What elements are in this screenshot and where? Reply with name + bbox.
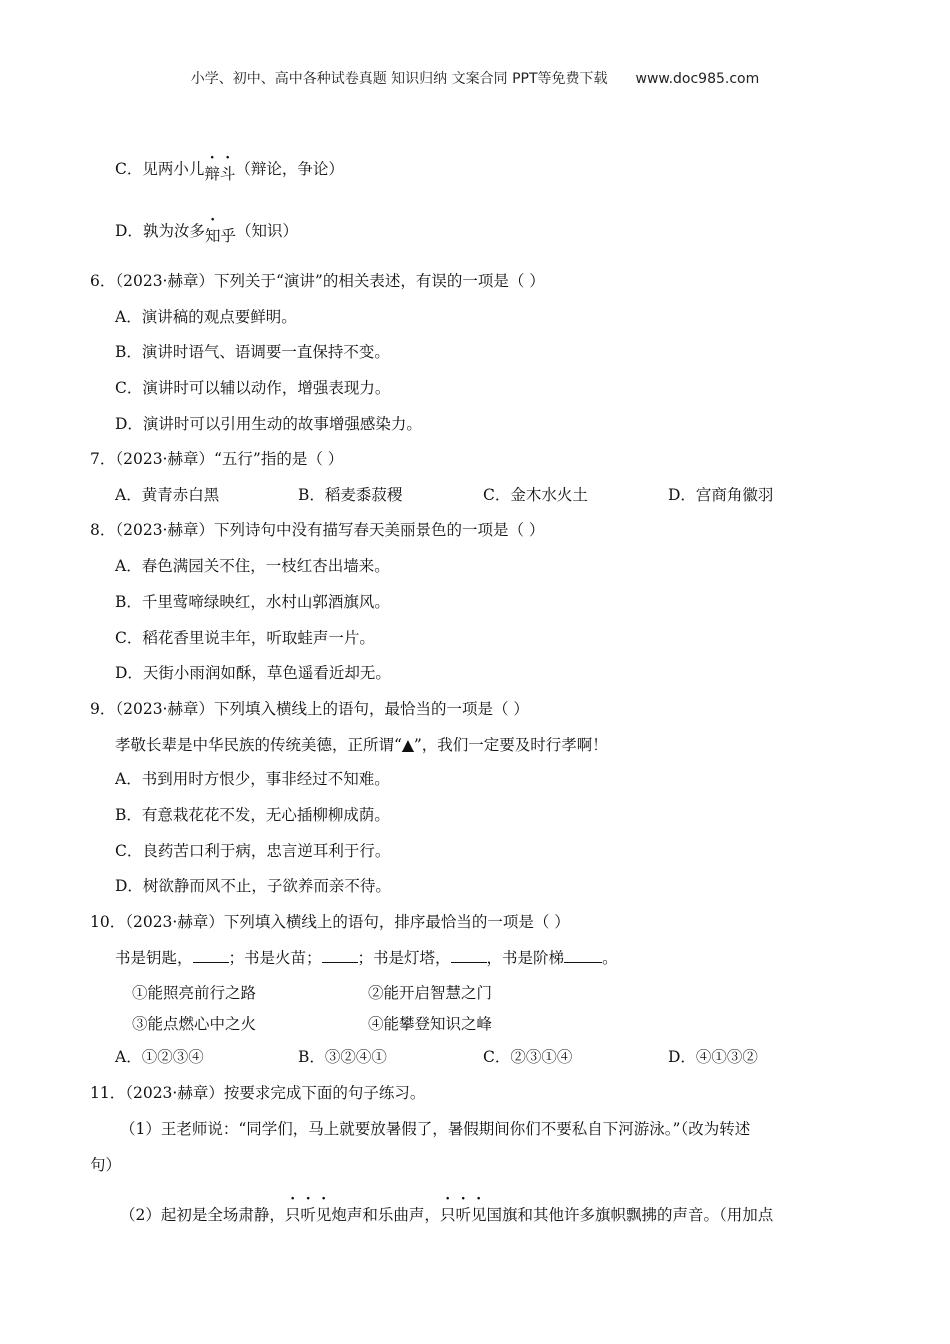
q8-option-c: C．稻花香里说丰年，听取蛙声一片。: [115, 629, 375, 647]
q11-stem: 11．（2023·赫章）按要求完成下面的句子练习。: [90, 1084, 426, 1102]
q7-option-c: C．金木水火土: [483, 486, 588, 504]
dotted-char: 见: [315, 1206, 332, 1224]
dotted-char: 见: [470, 1206, 487, 1224]
q10-item-4: ④能攀登知识之峰: [368, 1015, 493, 1033]
fill-blank: [564, 947, 602, 963]
dotted-char: 辩: [204, 165, 220, 183]
q9-option-c: C．良药苦口利于病，忠言逆耳利于行。: [115, 842, 391, 860]
triangle-blank: ▲: [401, 735, 414, 754]
q9-option-b: B．有意栽花花不发，无心插柳柳成荫。: [115, 806, 390, 824]
q9-stem: 9．（2023·赫章）下列填入横线上的语句，最恰当的一项是（ ）: [90, 700, 529, 718]
q6-option-d: D．演讲时可以引用生动的故事增强感染力。: [115, 415, 422, 433]
dotted-char: 知: [204, 227, 221, 245]
q10-sentence: 书是钥匙， ；书是火苗； ；书是灯塔， ，书是阶梯 。: [115, 949, 618, 967]
q11-part1-line2: 句）: [90, 1156, 122, 1174]
q11-part1-line1: （1）王老师说：“同学们，马上就要放暑假了，暑假期间你们不要私自下河游泳。”（改为转述: [120, 1120, 751, 1138]
q7-option-b: B．稻麦黍菽稷: [298, 486, 403, 504]
q10-option-d: D．④①③②: [668, 1048, 758, 1066]
header-site: www.doc985.com: [635, 71, 760, 87]
dotted-char: 只: [439, 1206, 456, 1224]
q8-stem: 8．（2023·赫章）下列诗句中没有描写春天美丽景色的一项是（ ）: [90, 521, 545, 539]
q5-option-c: C．见两小儿辩斗（辩论，争论）: [115, 160, 344, 183]
q7-stem: 7．（2023·赫章）“五行”指的是（ ）: [90, 450, 344, 468]
header-text: 小学、初中、高中各种试卷真题 知识归纳 文案合同 PPT等免费下载: [190, 71, 608, 87]
q6-option-a: A．演讲稿的观点要鲜明。: [115, 308, 297, 326]
q7-option-d: D．宫商角徽羽: [668, 486, 774, 504]
q10-option-c: C．②③①④: [483, 1048, 573, 1066]
q10-item-3: ③能点燃心中之火: [132, 1015, 257, 1033]
q6-stem: 6．（2023·赫章）下列关于“演讲”的相关表述，有误的一项是（ ）: [90, 272, 545, 290]
dotted-char: 听: [455, 1206, 471, 1224]
q6-option-b: B．演讲时语气、语调要一直保持不变。: [115, 343, 390, 361]
fill-blank: [322, 947, 358, 963]
q8-option-b: B．千里莺啼绿映红，水村山郭酒旗风。: [115, 593, 390, 611]
dotted-char: 斗: [219, 165, 236, 183]
q7-option-a: A．黄青赤白黑: [115, 486, 220, 504]
q6-option-c: C．演讲时可以辅以动作，增强表现力。: [115, 379, 391, 397]
q8-option-d: D．天街小雨润如酥，草色遥看近却无。: [115, 664, 391, 682]
dotted-char: 只: [284, 1206, 301, 1224]
q10-option-a: A．①②③④: [115, 1048, 204, 1066]
q5-option-d: D．孰为汝多知乎（知识）: [115, 222, 298, 245]
q10-option-b: B．③②④①: [298, 1048, 387, 1066]
fill-blank: [451, 947, 487, 963]
q10-stem: 10．（2023·赫章）下列填入横线上的语句，排序最恰当的一项是（ ）: [90, 913, 570, 931]
q8-option-a: A．春色满园关不住，一枝红杏出墙来。: [115, 557, 390, 575]
q9-option-d: D．树欲静而风不止，子欲养而亲不待。: [115, 877, 391, 895]
q10-item-1: ①能照亮前行之路: [132, 984, 257, 1002]
dotted-char: 听: [300, 1206, 316, 1224]
q11-part2: （2）起初是全场肃静，只听见炮声和乐曲声，只听见国旗和其他许多旗帜飘拂的声音。（用加点: [120, 1206, 774, 1224]
q10-item-2: ②能开启智慧之门: [368, 984, 493, 1002]
fill-blank: [193, 947, 229, 963]
page-header: [0, 68, 950, 88]
q9-context: 孝敬长辈是中华民族的传统美德，正所谓“▲”，我们一定要及时行孝啊！: [115, 735, 608, 754]
q9-option-a: A．书到用时方恨少，事非经过不知难。: [115, 770, 390, 788]
